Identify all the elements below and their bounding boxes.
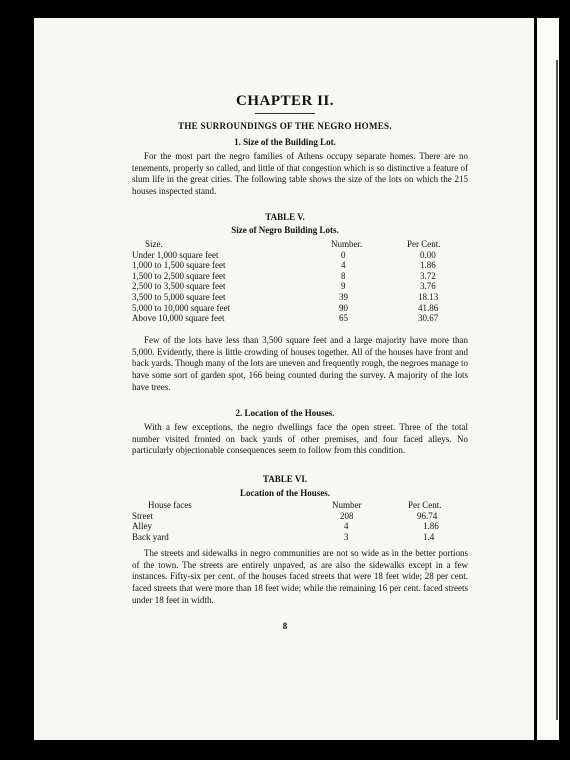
table-row: 1,500 to 2,500 square feet 8 3.72: [132, 270, 436, 281]
title-rule: [255, 113, 315, 114]
table6-header-percent: Per Cent.: [408, 500, 442, 510]
table6: [132, 500, 468, 542]
table6-header-number: Number: [332, 500, 362, 510]
table-row: 1,000 to 1,500 square feet 4 1.86: [132, 260, 436, 271]
table6-caption: Location of the Houses.: [240, 488, 330, 498]
paragraph-4: The streets and sidewalks in negro communities are not so wide as in the better portions of the town. The streets are entirely unpaved, as are also the sidewalks except in a few instances. Fifty-six per cent. of the houses faced streets that were 18 feet wide; 28 per cent. faced streets that were more than 18 feet wide; while the remaining 16 per cent. faced streets under 18 feet in width.: [132, 548, 468, 605]
section-title: THE SURROUNDINGS OF THE NEGRO HOMES.: [178, 121, 392, 131]
table-row: 5,000 to 10,000 square feet 90 41.86: [132, 302, 439, 313]
table-row: Above 10,000 square feet 65 30.67: [132, 313, 439, 324]
table5-label: TABLE V.: [265, 212, 305, 222]
paragraph-2: Few of the lots have less than 3,500 square feet and a large majority have more than 5,000. Evidently, there is little crowding of houses together. All of the houses have front and back yards. Though many of the lots are uneven and frequently rough, the negroes manage to have some sort of garden spot, 166 being counted during the survey. A majority of the lots have trees.: [132, 335, 468, 392]
table5-header-size: Size.: [145, 239, 163, 249]
paragraph-1: For the most part the negro families of Athens occupy separate homes. There are no tenements, properly so called, and little of that congestion which is so distinctive a feature of slum life in the great cities. The following table shows the size of the lots on which the 215 houses inspected stand.: [132, 151, 468, 197]
table6-header-faces: House faces: [148, 500, 192, 510]
subsection-title-1: 1. Size of the Building Lot.: [234, 137, 336, 147]
table-row: 3,500 to 5,000 square feet 39 18.13: [132, 291, 439, 302]
paragraph-3: With a few exceptions, the negro dwellings face the open street. Three of the total number visited fronted on back yards of other premises, and four faced alleys. No particularly objectionable consequences seem to follow from this condition.: [132, 422, 468, 456]
page-number: 8: [282, 621, 288, 631]
table-row: 2,500 to 3,500 square feet 9 3.76: [132, 281, 436, 292]
table5-caption: Size of Negro Building Lots.: [231, 225, 339, 235]
table-row: Under 1,000 square feet 0 0.00: [132, 249, 436, 260]
table5: [132, 239, 468, 324]
table6-header: [132, 500, 468, 511]
table5-header-number: Number.: [331, 239, 363, 249]
table-row: Back yard 3 1.4: [132, 531, 435, 542]
subsection-title-2: 2. Location of the Houses.: [235, 408, 335, 418]
table-row: Street 208 96.74: [132, 510, 438, 521]
table-row: Alley 4 1.86: [132, 521, 439, 532]
table6-label: TABLE VI.: [262, 474, 308, 484]
chapter-title: CHAPTER II.: [235, 93, 334, 109]
table5-header: [132, 239, 468, 250]
table5-header-percent: Per Cent.: [407, 239, 441, 249]
